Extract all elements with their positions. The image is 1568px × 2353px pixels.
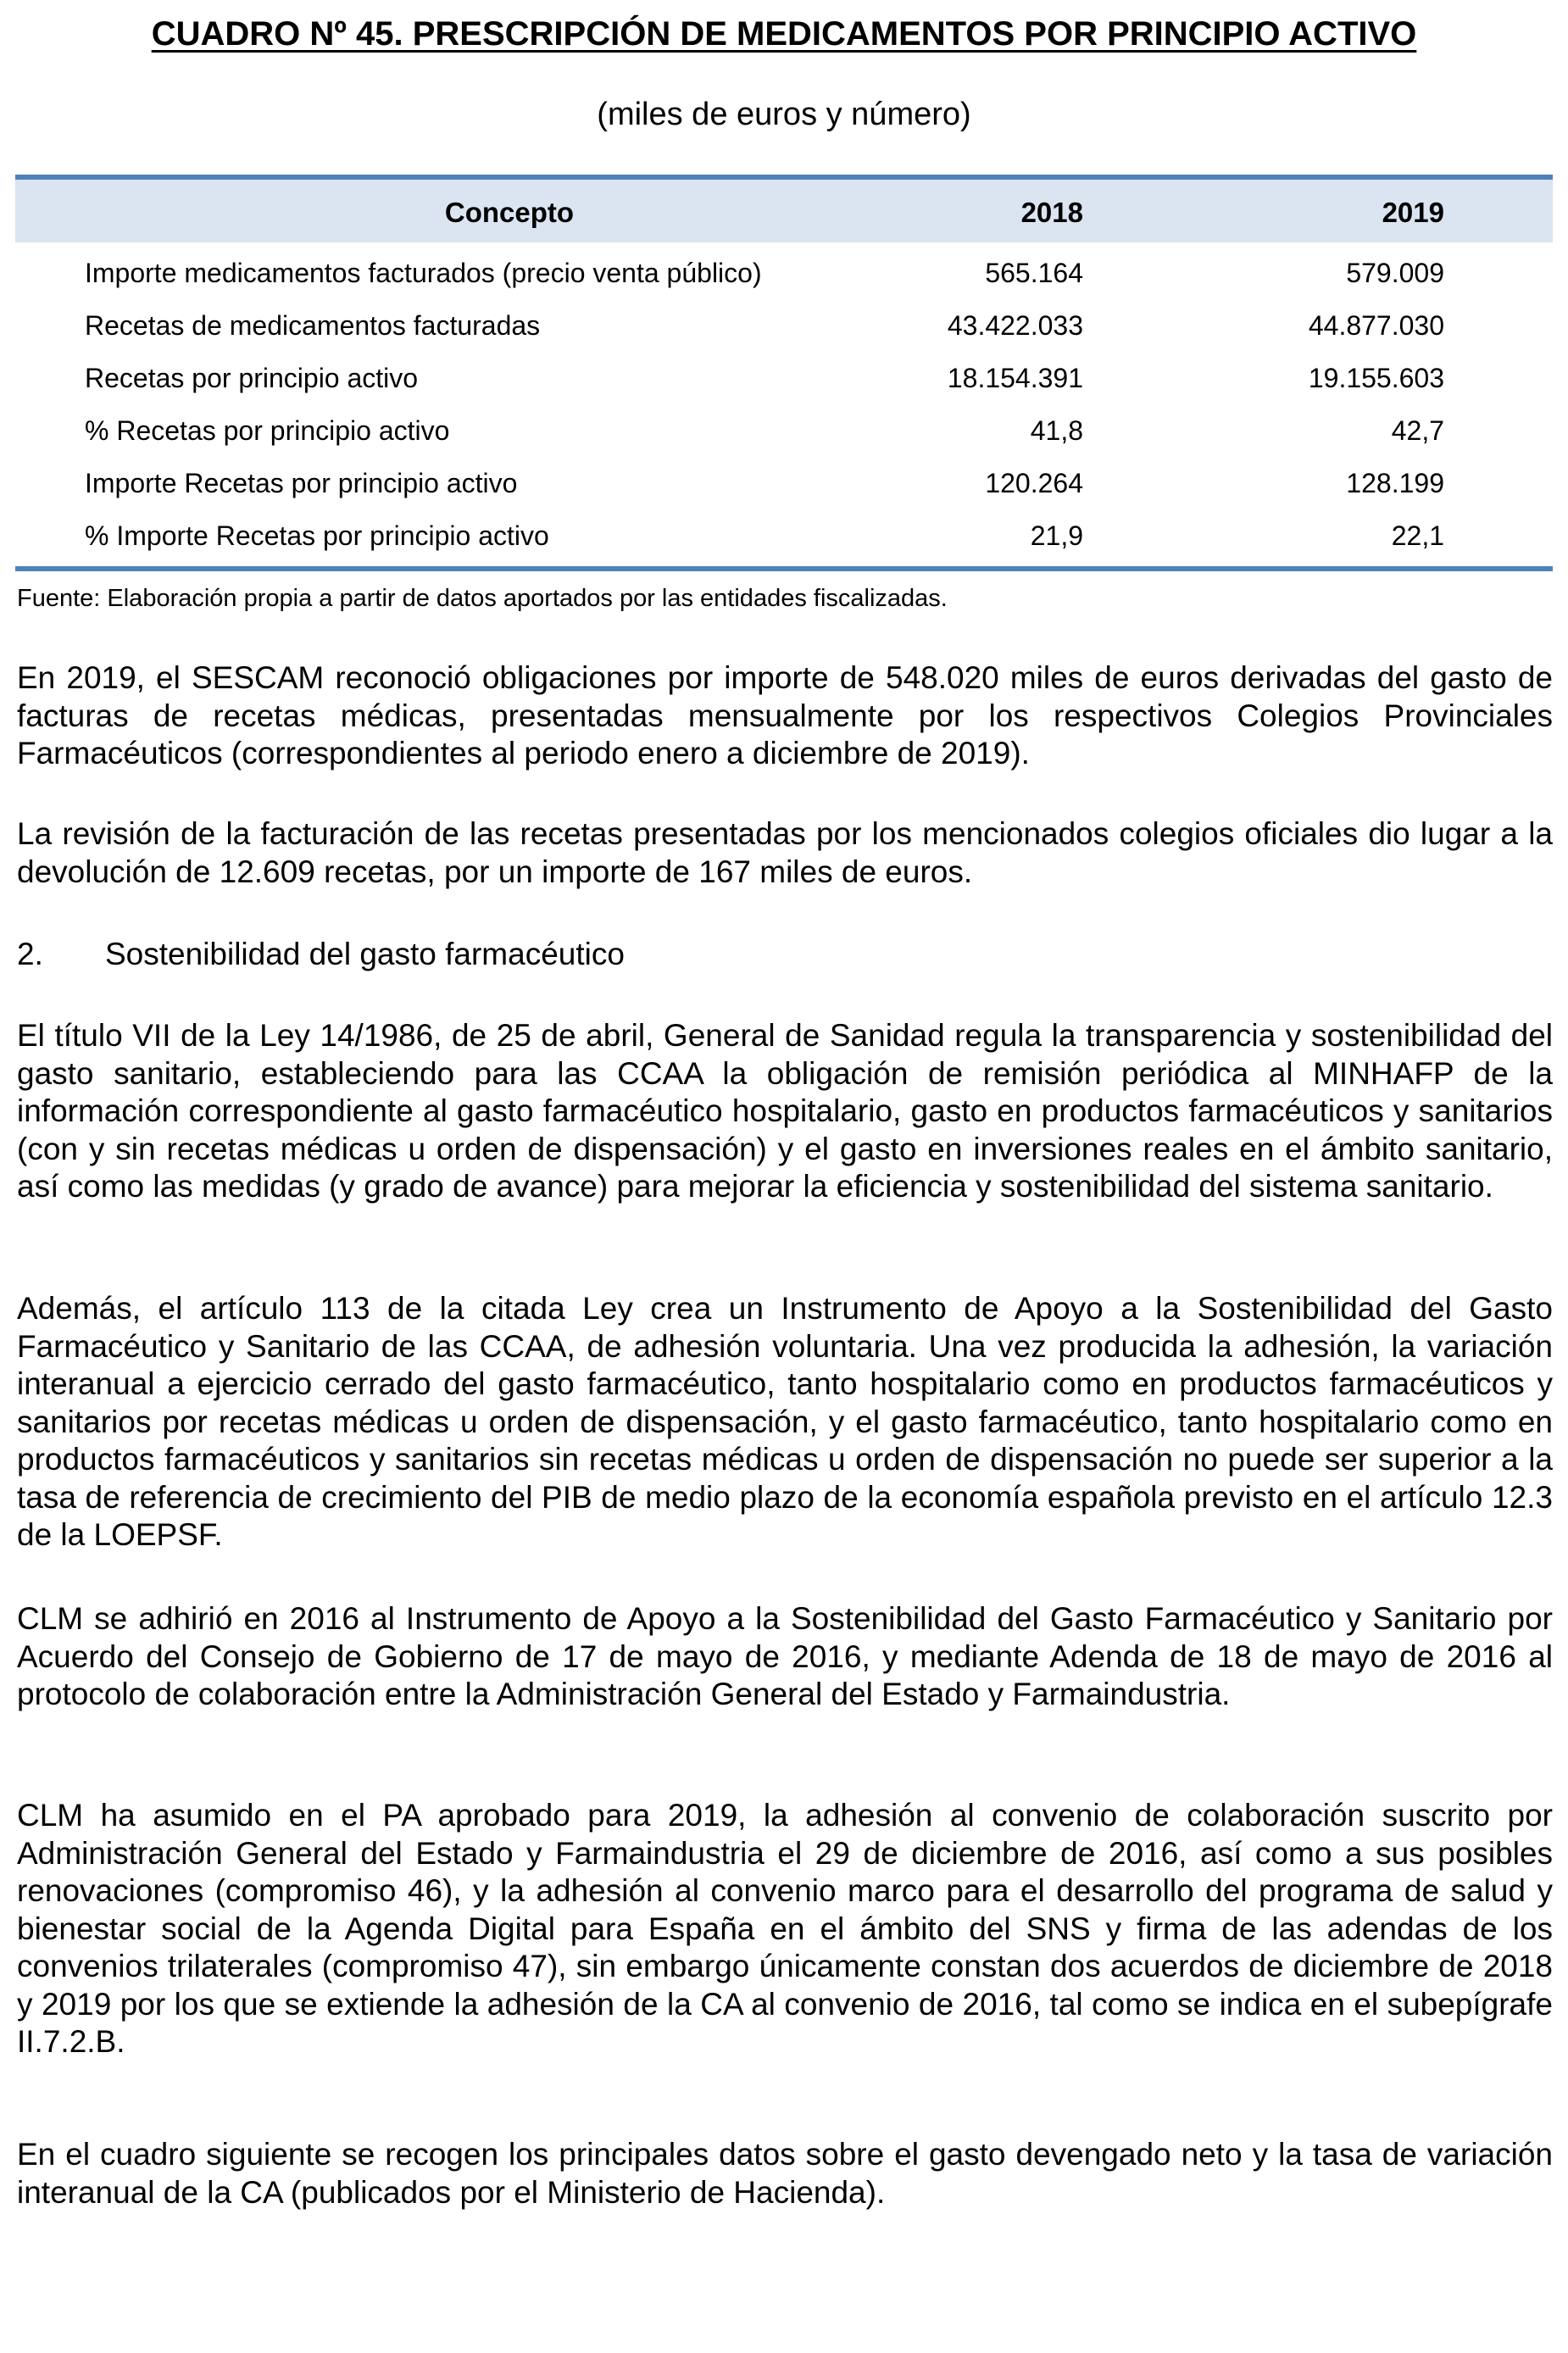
row-value-2018: 120.264: [985, 468, 1083, 498]
table-source-note: Fuente: Elaboración propia a partir de datos aportados por las entidades fiscalizadas.: [17, 585, 948, 612]
header-concept: Concepto: [444, 197, 575, 228]
table-row: [15, 354, 1553, 407]
row-value-2019: 44.877.030: [1308, 310, 1444, 341]
table-title: CUADRO Nº 45. PRESCRIPCIÓN DE MEDICAMENTOS POR PRINCIPIO ACTIVO: [151, 15, 1417, 53]
table-row: [15, 459, 1553, 512]
section-title: Sostenibilidad del gasto farmacéutico: [105, 937, 625, 971]
table-row: [15, 407, 1553, 459]
row-value-2018: 565.164: [985, 258, 1083, 288]
paragraph: CLM ha asumido en el PA aprobado para 2019, la adhesión al convenio de colaboración suscrito por Administración General del Estado y Farmaindustria el 29 de diciembre de 2016, así como a sus posibles renovaciones (compromiso 46), y la adhesión al convenio marco para el desarrollo del programa de salud y bienestar social de la Agenda Digital para España en el ámbito del SNS y firma de las adendas de los convenios trilaterales (compromiso 47), sin embargo únicamente constan dos acuerdos de diciembre de 2018 y 2019 por los que se extiende la adhesión de la CA al convenio de 2016, tal como se indica en el subepígrafe II.7.2.B.: [17, 1798, 1553, 2059]
table-row: [15, 302, 1553, 354]
row-value-2018: 41,8: [1030, 415, 1083, 446]
row-value-2019: 579.009: [1346, 258, 1444, 288]
row-label: Recetas de medicamentos facturadas: [85, 310, 541, 341]
table-row: [15, 512, 1553, 565]
section-number: 2.: [17, 937, 43, 971]
paragraph: En el cuadro siguiente se recogen los principales datos sobre el gasto devengado neto y la tasa de variación interanual de la CA (publicados por el Ministerio de Hacienda).: [17, 2137, 1553, 2210]
row-label: % Recetas por principio activo: [85, 415, 450, 446]
header-year-2019: 2019: [1382, 197, 1444, 228]
row-value-2019: 128.199: [1346, 468, 1444, 498]
row-value-2019: 22,1: [1391, 520, 1444, 551]
header-year-2018: 2018: [1020, 197, 1083, 228]
row-label: Importe Recetas por principio activo: [85, 468, 518, 498]
paragraph: CLM se adhirió en 2016 al Instrumento de Apoyo a la Sostenibilidad del Gasto Farmacéutico y Sanitario por Acuerdo del Consejo de Gobierno de 17 de mayo de 2016, y mediante Adenda de 18 de mayo de 2016 al protocolo de colaboración entre la Administración General del Estado y Farmaindustria.: [17, 1601, 1553, 1711]
table-header-row: [15, 180, 1553, 242]
paragraph: En 2019, el SESCAM reconoció obligaciones por importe de 548.020 miles de euros derivadas del gasto de facturas de recetas médicas, presentadas mensualmente por los respectivos Colegios Provinciales Farmacéuticos (correspondientes al periodo enero a diciembre de 2019).: [17, 660, 1553, 770]
row-value-2018: 21,9: [1030, 520, 1083, 551]
paragraph: La revisión de la facturación de las recetas presentadas por los mencionados colegios oficiales dio lugar a la devolución de 12.609 recetas, por un importe de 167 miles de euros.: [17, 816, 1553, 889]
prescription-table: [15, 175, 1553, 571]
row-value-2018: 18.154.391: [947, 363, 1083, 393]
row-label: Importe medicamentos facturados (precio venta público): [85, 258, 762, 288]
row-value-2018: 43.422.033: [947, 310, 1083, 341]
row-label: % Importe Recetas por principio activo: [85, 520, 549, 551]
row-label: Recetas por principio activo: [85, 363, 419, 393]
paragraph: El título VII de la Ley 14/1986, de 25 de abril, General de Sanidad regula la transparencia y sostenibilidad del gasto sanitario, estableciendo para las CCAA la obligación de remisión periódica al MINHAFP de la información correspondiente al gasto farmacéutico hospitalario, gasto en productos farmacéuticos y sanitarios (con y sin recetas médicas u orden de dispensación) y el gasto en inversiones reales en el ámbito sanitario, así como las medidas (y grado de avance) para mejorar la eficiencia y sostenibilidad del sistema sanitario.: [17, 1018, 1553, 1204]
table-row: [15, 249, 1553, 302]
table-subtitle: (miles de euros y número): [597, 97, 971, 132]
section-heading: [17, 936, 625, 974]
table-bottom-rule: [15, 566, 1553, 571]
row-value-2019: 42,7: [1391, 415, 1444, 446]
paragraph: Además, el artículo 113 de la citada Ley crea un Instrumento de Apoyo a la Sostenibilidad del Gasto Farmacéutico y Sanitario de las CCAA, de adhesión voluntaria. Una vez producida la adhesión, la variación interanual a ejercicio cerrado del gasto farmacéutico, tanto hospitalario como en productos farmacéuticos y sanitarios por recetas médicas u orden de dispensación, y el gasto farmacéutico, tanto hospitalario como en productos farmacéuticos y sanitarios sin recetas médicas u orden de dispensación no puede ser superior a la tasa de referencia de crecimiento del PIB de medio plazo de la economía española previsto en el artículo 12.3 de la LOEPSF.: [17, 1291, 1553, 1552]
row-value-2019: 19.155.603: [1308, 363, 1444, 393]
